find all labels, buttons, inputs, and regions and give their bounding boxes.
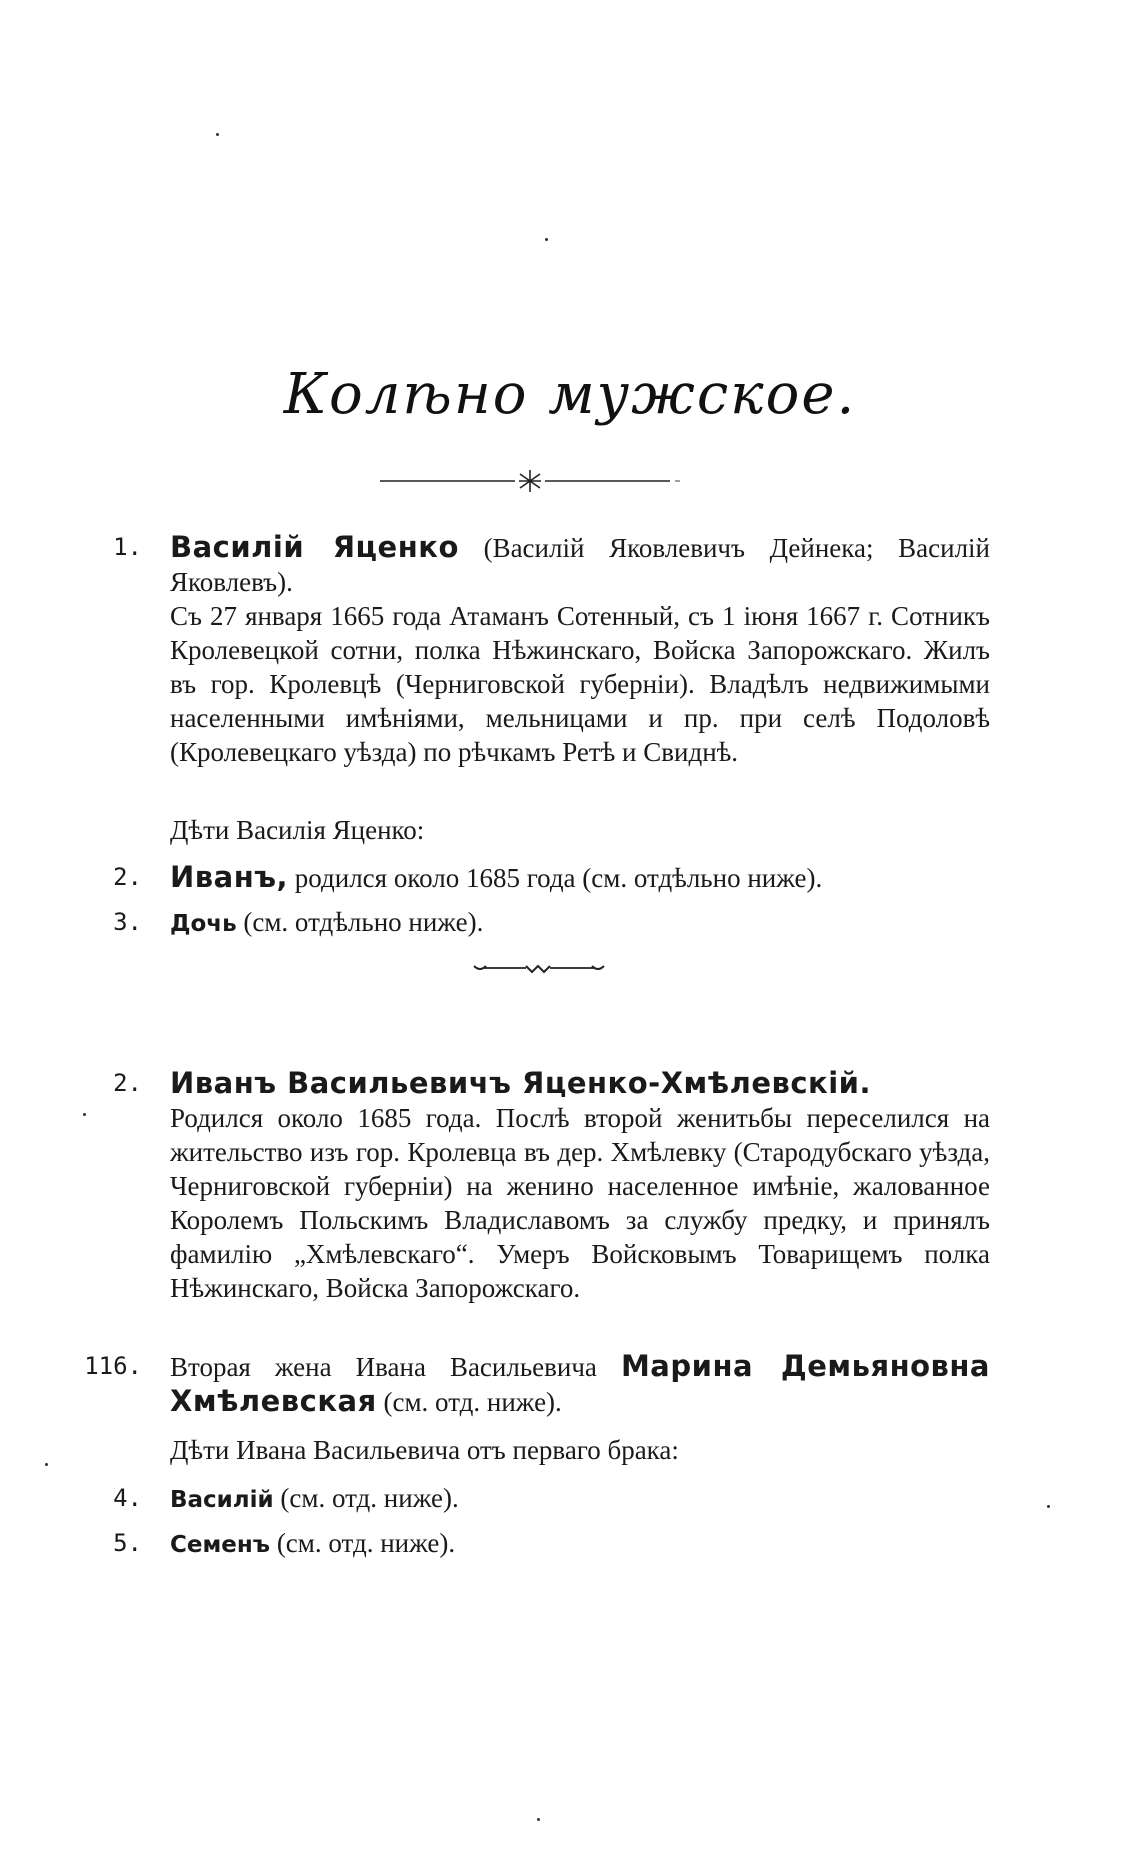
print-speck: [537, 1818, 540, 1821]
spouse-entry: [84, 1349, 990, 1419]
child-name: Василій: [170, 1487, 274, 1513]
entry-number: 2.: [113, 863, 142, 891]
section-ornament-divider: [470, 958, 610, 978]
spouse-name: Марина Демьяновна Хмѣлевская: [170, 1349, 990, 1418]
child-entry: [100, 1526, 990, 1562]
print-speck: [545, 238, 548, 241]
genealogy-entry-1: [100, 530, 990, 599]
entry-number: 3.: [113, 908, 142, 936]
child-name: Семенъ: [170, 1532, 271, 1558]
print-speck: [45, 1463, 48, 1466]
print-speck: [1047, 1505, 1050, 1508]
genealogy-entry-2: [100, 1066, 990, 1101]
child-entry: [100, 1481, 990, 1517]
entry-number: 4.: [113, 1484, 142, 1512]
children-label: Дѣти Ивана Васильевича отъ перваго брака:: [170, 1435, 679, 1465]
child-note: родился около 1685 года (см. отдѣльно ниже).: [288, 863, 823, 893]
entry-number: 116.: [84, 1352, 142, 1380]
spouse-note: (см. отд. ниже).: [376, 1387, 562, 1417]
title-ornament-divider: [380, 466, 680, 496]
entry-number: 2.: [113, 1069, 142, 1097]
child-name: Дочь: [170, 911, 237, 937]
page-title: Колѣно мужское.: [283, 362, 857, 427]
person-name: Василій Яценко: [170, 530, 459, 564]
entry-number: 5.: [113, 1529, 142, 1557]
entry-number: 1.: [113, 533, 142, 561]
child-entry: [100, 860, 990, 895]
children-label: Дѣти Василія Яценко:: [170, 815, 425, 845]
person-alias: (Василій Яковлевичъ Дейнека; Василій Яковлевъ).: [170, 533, 991, 597]
child-entry: [100, 905, 990, 941]
child-note: (см. отдѣльно ниже).: [236, 907, 484, 937]
child-name: Иванъ,: [170, 860, 289, 894]
child-note: (см. отд. ниже).: [273, 1483, 459, 1513]
spouse-prefix: Вторая жена Ивана Васильевича: [170, 1352, 621, 1382]
person-name: Иванъ Васильевичъ Яценко-Хмѣлевскій.: [170, 1066, 872, 1100]
print-speck: [83, 1113, 86, 1116]
person-biography: Съ 27 января 1665 года Атаманъ Сотенный, съ 1 іюня 1667 г. Сотникъ Кролевецкой сотни, полка Нѣжинскаго, Войска Запорожскаго. Жилъ въ гор. Кролевцѣ (Черниговской губерніи). Владѣлъ недвижимыми населенными имѣніями, мельницами и пр. при селѣ Подоловѣ (Кролевецкаго уѣзда) по рѣчкамъ Ретѣ и Свиднѣ.: [170, 601, 990, 767]
child-note: (см. отд. ниже).: [270, 1528, 456, 1558]
print-speck: [216, 133, 219, 136]
person-biography: Родился около 1685 года. Послѣ второй женитьбы переселился на жительство изъ гор. Кролевца въ дер. Хмѣлевку (Стародубскаго уѣзда, Черниговской губерніи) на женино населенное имѣніе, жалованное Королемъ Польскимъ Владиславомъ за службу предку, и принялъ фамилію „Хмѣлевскаго“. Умеръ Войсковымъ Товарищемъ полка Нѣжинскаго, Войска Запорожскаго.: [170, 1103, 990, 1303]
